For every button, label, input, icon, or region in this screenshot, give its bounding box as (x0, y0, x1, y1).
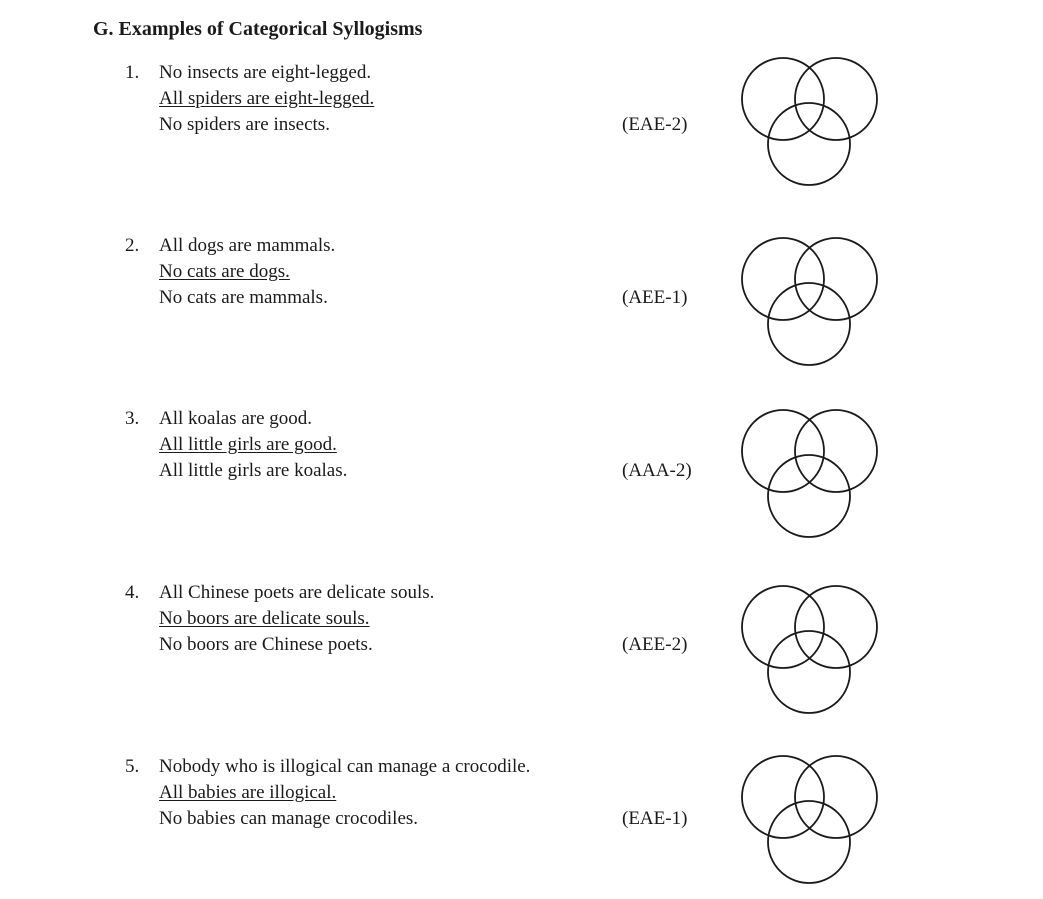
minor-premise: All little girls are good. (159, 434, 337, 455)
syllogism-text (159, 233, 335, 311)
venn-circle-minor (742, 756, 824, 838)
venn-circle-major (795, 410, 877, 492)
syllogism-item (0, 60, 1043, 200)
venn-circle-major (795, 58, 877, 140)
venn-circle-middle (768, 283, 850, 365)
venn-circle-middle (768, 103, 850, 185)
venn-diagram (740, 408, 882, 540)
conclusion: No babies can manage crocodiles. (159, 808, 419, 829)
venn-circle-middle (768, 631, 850, 713)
venn-diagram (740, 56, 882, 188)
venn-diagram (740, 584, 882, 716)
syllogism-text (159, 406, 347, 484)
venn-circle-middle (768, 801, 850, 883)
major-premise: All Chinese poets are delicate souls. (159, 582, 435, 603)
major-premise: No insects are eight-legged. (159, 62, 372, 83)
venn-circle-middle (768, 455, 850, 537)
venn-circle-major (795, 756, 877, 838)
minor-premise: All spiders are eight-legged. (159, 88, 375, 109)
minor-premise: No cats are dogs. (159, 261, 290, 282)
conclusion: No boors are Chinese poets. (159, 634, 373, 655)
venn-circle-minor (742, 410, 824, 492)
conclusion: No cats are mammals. (159, 287, 328, 308)
syllogism-text (159, 754, 530, 832)
item-number: 2. (125, 235, 140, 256)
venn-circle-minor (742, 58, 824, 140)
venn-diagram (740, 236, 882, 368)
venn-diagram (740, 754, 882, 886)
syllogism-form: (AAA-2) (622, 460, 692, 481)
item-number: 5. (125, 756, 140, 777)
venn-circle-major (795, 586, 877, 668)
syllogism-item (0, 580, 1043, 720)
minor-premise: No boors are delicate souls. (159, 608, 370, 629)
syllogism-text (159, 580, 434, 658)
venn-circle-minor (742, 238, 824, 320)
syllogism-item (0, 754, 1043, 894)
page-title: G. Examples of Categorical Syllogisms (93, 18, 423, 40)
minor-premise: All babies are illogical. (159, 782, 337, 803)
venn-circle-major (795, 238, 877, 320)
syllogism-item (0, 233, 1043, 373)
major-premise: Nobody who is illogical can manage a crocodile. (159, 756, 531, 777)
item-number: 3. (125, 408, 140, 429)
conclusion: All little girls are koalas. (159, 460, 348, 481)
major-premise: All koalas are good. (159, 408, 313, 429)
conclusion: No spiders are insects. (159, 114, 330, 135)
syllogism-text (159, 60, 374, 138)
syllogism-form: (EAE-2) (622, 114, 688, 135)
syllogism-form: (AEE-1) (622, 287, 688, 308)
venn-circle-minor (742, 586, 824, 668)
syllogism-form: (EAE-1) (622, 808, 688, 829)
syllogism-form: (AEE-2) (622, 634, 688, 655)
item-number: 4. (125, 582, 140, 603)
syllogism-item (0, 406, 1043, 546)
major-premise: All dogs are mammals. (159, 235, 336, 256)
item-number: 1. (125, 62, 140, 83)
